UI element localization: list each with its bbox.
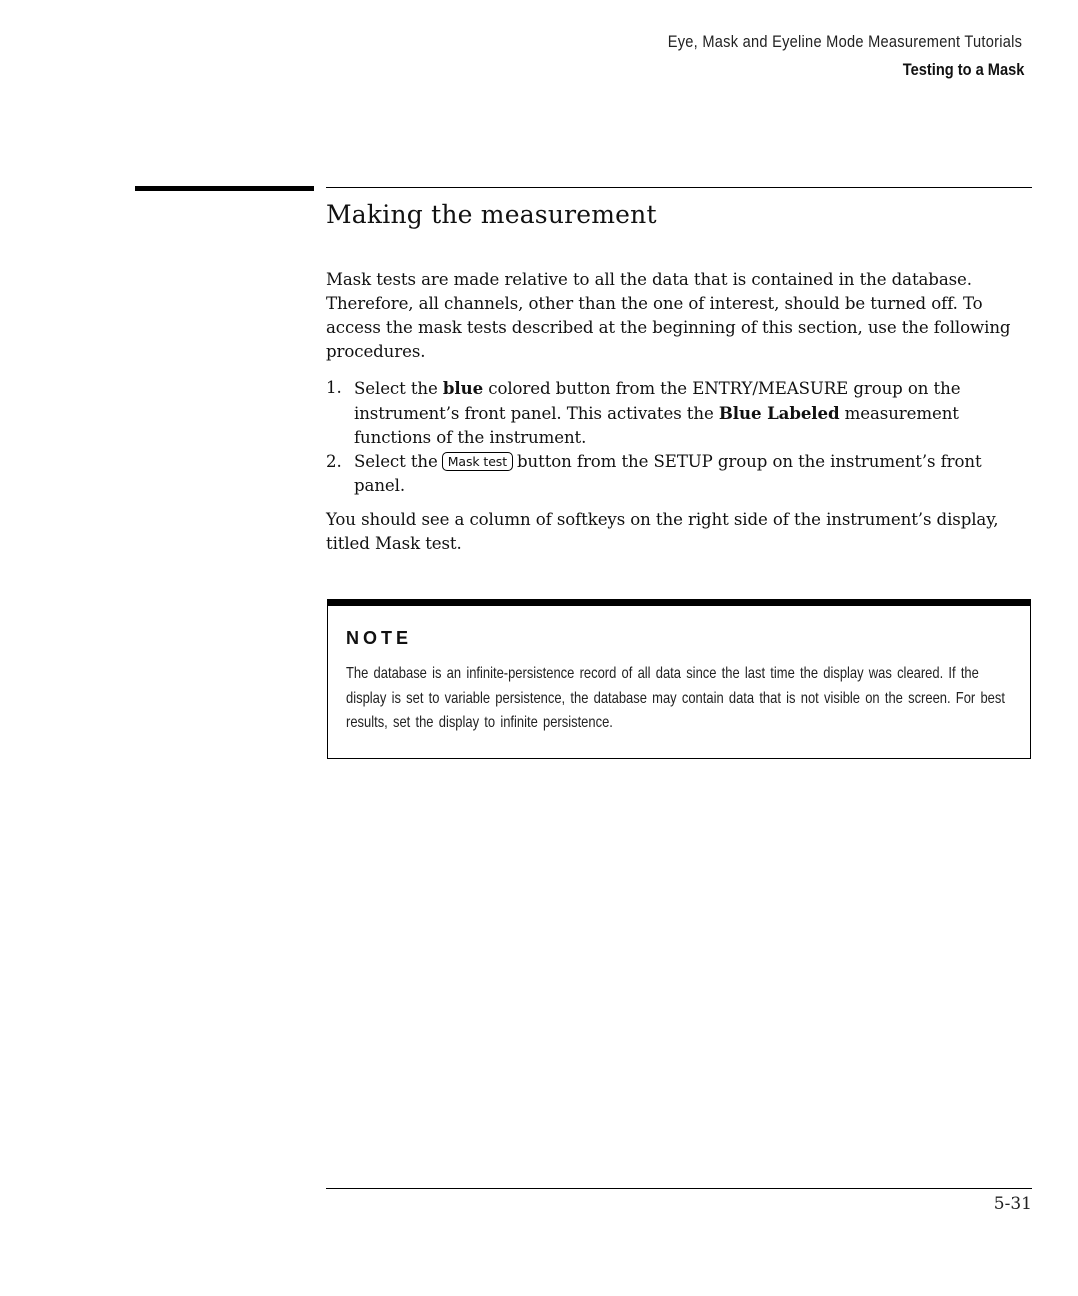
note-label: NOTE	[346, 628, 413, 648]
step-text	[354, 450, 1032, 498]
section-rule-thin	[326, 187, 1032, 188]
footer-rule	[326, 1188, 1032, 1189]
intro-paragraph: Mask tests are made relative to all the data that is contained in the database. Therefore, all channels, other than the one of interest, should be turned off. To access the mask tests described at the beginning of this section, use the following procedures.	[326, 270, 1011, 361]
step-text-part: Select the	[354, 452, 438, 471]
running-header-chapter: Eye, Mask and Eyeline Mode Measurement Tutorials	[667, 32, 1022, 51]
procedure-list	[326, 376, 1032, 498]
step-text-part: Select the	[354, 379, 438, 398]
page-number: 5-31	[993, 1194, 1032, 1214]
section-rule-thick	[135, 186, 314, 191]
procedure-step-2	[326, 450, 1032, 498]
blue-emphasis: blue	[442, 378, 484, 398]
step-text-part: button from the SETUP group on the instrument’s front panel.	[354, 452, 982, 495]
step-text	[354, 376, 1032, 450]
section-title: Making the measurement	[326, 200, 657, 229]
note-text: The database is an infinite-persistence record of all data since the last time the display was cleared. If the display is set to variable persistence, the database may contain data that is not visible on the screen. For best results, set the display to infinite persistence.	[346, 665, 1005, 731]
step-text-part: colored button from the ENTRY/MEASURE group on the instrument’s front panel. This activates the	[354, 379, 961, 423]
step-number: 1.	[326, 378, 342, 397]
mask-test-key: Mask test	[442, 452, 513, 471]
step-text-part: measurement functions of the instrument.	[354, 404, 959, 447]
note-box	[327, 599, 1031, 759]
blue-labeled-emphasis: Blue Labeled	[718, 403, 840, 423]
procedure-step-1	[326, 376, 1032, 450]
outro-paragraph: You should see a column of softkeys on the right side of the instrument’s display, titled Mask test.	[326, 510, 999, 553]
step-number: 2.	[326, 452, 342, 471]
running-header-section: Testing to a Mask	[902, 60, 1024, 79]
